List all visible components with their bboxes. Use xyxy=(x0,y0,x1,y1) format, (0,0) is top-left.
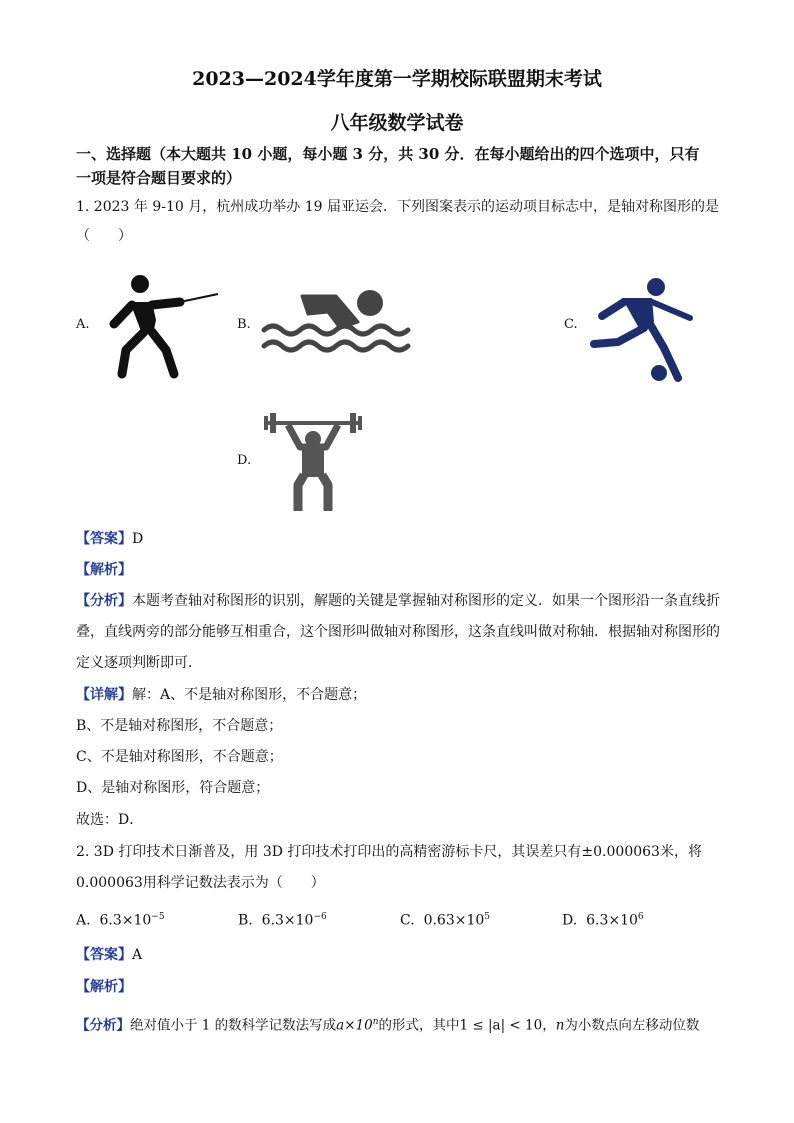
option-exp: −6 xyxy=(313,912,327,922)
q1-fenxi-line2: 叠，直线两旁的部分能够互相重合，这个图形叫做轴对称图形，这条直线叫做对称轴．根据轴对称图形的 xyxy=(76,624,720,640)
section-heading-line2: 一项是符合题目要求的） xyxy=(76,169,242,187)
football-icon xyxy=(592,276,696,384)
swimming-icon xyxy=(262,288,414,354)
option-label: A. xyxy=(76,912,91,929)
q1-option-a-label: A. xyxy=(76,317,90,332)
exam-subtitle: 八年级数学试卷 xyxy=(330,112,464,134)
q1-conclusion: 故选：D． xyxy=(76,812,144,828)
option-exp: 5 xyxy=(484,912,491,922)
option-exp: −5 xyxy=(151,912,165,922)
q1-detail-line3: C、不是轴对称图形，不合题意； xyxy=(76,749,283,765)
q1-detail-line1 xyxy=(76,685,366,705)
formula: a×10 xyxy=(336,1017,373,1034)
q1-stem-line2: （ ） xyxy=(76,228,132,244)
variable-n: n xyxy=(555,1017,565,1034)
q2-option-a xyxy=(76,907,165,931)
detail-tag: 【详解】 xyxy=(76,687,132,703)
fenxi-text-c: ， xyxy=(542,1017,556,1034)
fenxi-text: 本题考查轴对称图形的识别，解题的关键是掌握轴对称图形的定义．如果一个图形沿一条直线折 xyxy=(132,593,720,609)
fenxi-tag: 【分析】 xyxy=(76,593,132,609)
option-base: 6.3×10 xyxy=(99,912,152,929)
detail-text: 解：A、不是轴对称图形，不合题意； xyxy=(132,687,367,703)
option-label: B. xyxy=(238,912,253,929)
q2-option-b xyxy=(238,907,327,931)
inequality: 1 ≤ |a| < 10 xyxy=(459,1017,543,1034)
q2-option-d xyxy=(562,907,644,931)
answer-value: D xyxy=(132,531,144,547)
option-base: 6.3×10 xyxy=(261,912,314,929)
option-exp: 6 xyxy=(637,912,644,922)
q2-fenxi-line1 xyxy=(76,1012,699,1036)
q2-analysis-tag: 【解析】 xyxy=(76,979,132,995)
q1-analysis-tag: 【解析】 xyxy=(76,562,132,578)
option-label: C. xyxy=(400,912,415,929)
answer-tag: 【答案】 xyxy=(76,531,132,547)
q1-answer xyxy=(76,529,143,549)
q1-detail-line4: D、是轴对称图形，符合题意； xyxy=(76,780,270,796)
option-base: 0.63×10 xyxy=(423,912,485,929)
q2-stem-line1: 2. 3D 打印技术日渐普及，用 3D 打印技术打印出的高精密游标卡尺，其误差只有±0.000063米，将 xyxy=(76,844,702,860)
fenxi-text-d: 为小数点向左移动位数 xyxy=(564,1017,700,1034)
fenxi-tag: 【分析】 xyxy=(76,1017,130,1034)
q1-detail-line2: B、不是轴对称图形，不合题意； xyxy=(76,718,283,734)
q2-option-c xyxy=(400,907,490,931)
exam-title: 2023—2024学年度第一学期校际联盟期末考试 xyxy=(192,68,602,90)
q1-fenxi-line3: 定义逐项判断即可． xyxy=(76,655,202,671)
fencing-icon xyxy=(108,272,220,378)
q1-stem-line1: 1. 2023 年 9-10 月，杭州成功举办 19 届亚运会．下列图案表示的运动项目标志中，是轴对称图形的是 xyxy=(76,199,719,215)
q2-answer xyxy=(76,945,142,965)
answer-value: A xyxy=(132,947,143,963)
weightlifting-icon xyxy=(262,413,364,513)
q1-option-b-label: B. xyxy=(237,317,251,332)
option-label: D. xyxy=(562,912,578,929)
q1-option-d-label: D. xyxy=(237,453,252,468)
section-heading-line1: 一、选择题（本大题共 10 小题，每小题 3 分，共 30 分．在每小题给出的四个选项中，只有 xyxy=(76,145,700,163)
option-base: 6.3×10 xyxy=(586,912,638,929)
q1-fenxi-line1 xyxy=(76,591,720,611)
formula-exp: n xyxy=(372,1017,379,1027)
answer-tag: 【答案】 xyxy=(76,947,132,963)
fenxi-text-b: 的形式，其中 xyxy=(378,1017,460,1034)
fenxi-text-a: 绝对值小于 1 的数科学记数法写成 xyxy=(130,1017,337,1034)
q1-option-c-label: C. xyxy=(564,317,578,332)
q2-stem-line2: 0.000063用科学记数法表示为（ ） xyxy=(76,875,325,891)
